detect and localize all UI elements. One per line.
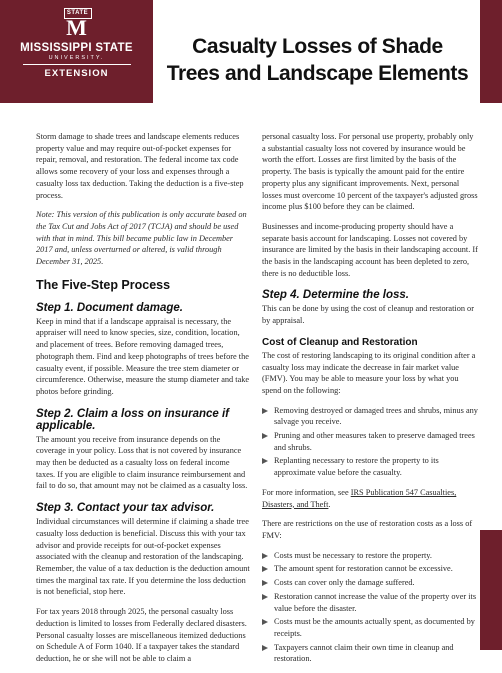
right-column — [262, 131, 478, 673]
list-item: Costs can cover only the damage suffered. — [262, 577, 478, 589]
title-line-2: Trees and Landscape Elements — [166, 62, 469, 85]
side-accent-bar — [480, 530, 502, 650]
intro-paragraph: Storm damage to shade trees and landscape elements reduces property value and may require out-of-pocket expenses for repair, removal, and restoration. The federal income tax code allows some recovery of your loss and expenses through a casualty loss tax deduction. Taking the deduction is a five-step process. — [36, 132, 244, 200]
university-logo-icon — [57, 8, 97, 38]
list-item: Removing destroyed or damaged trees and shrubs, minus any salvage you receive. — [262, 405, 478, 428]
title-line-1: Casualty Losses of Shade — [192, 35, 443, 58]
step3-text: Individual circumstances will determine if claiming a shade tree casualty loss deduction is beneficial. Discuss this with your tax advisor and provide receipts for out-of-pocket expenses associated with the cleanup and restoration of the landscaping. Remember, the value of a tax deduction is the deduction amount times the marginal tax rate. If you determine the loss deduction is not beneficial, stop here. — [36, 517, 250, 597]
business-paragraph: Businesses and income-producing property should have a separate basis account for landscaping. Losses not covered by insurance are limited by the basis in their landscaping account. If the basis in the landscaping account has been depleted to zero, there is no deductible loss. — [262, 221, 478, 278]
irs-publication-link[interactable]: IRS Publication 547 Casualties, Disasters, and Theft — [262, 487, 457, 509]
more-info-prefix: For more information, see — [262, 487, 351, 497]
page-title — [160, 33, 475, 87]
logo-divider — [23, 64, 131, 65]
restrictions-list — [262, 550, 478, 665]
step3-heading: Step 3. Contact your tax advisor. — [36, 502, 215, 515]
restrictions-text: There are restrictions on the use of restoration costs as a loss of FMV: — [262, 519, 473, 540]
list-item: Restoration cannot increase the value of the property over its value before the disaster. — [262, 591, 478, 614]
list-item: Taxpayers cannot claim their own time in cleanup and restoration. — [262, 642, 478, 665]
list-item: Replanting necessary to restore the property to its approximate value before the casualty. — [262, 455, 478, 478]
step3-text-continued: For tax years 2018 through 2025, the personal casualty loss deduction is limited to losses from Federally declared disasters. Personal casualty losses are miscellaneous itemized deductions on Schedule A of Form 1040. If a taxpayer takes the standard deduction, he or she will not be able to claim a — [36, 607, 247, 663]
list-item: The amount spent for restoration cannot be excessive. — [262, 563, 478, 575]
continued-paragraph: personal casualty loss. For personal use property, probably only a substantial casualty loss not covered by insurance would be worth the effort. Losses are first limited by the basis of the property. The basis is typically the amount paid for the entire property plus any significant improvements. Next, personal losses must overcome 10 percent of the taxpayer's adjusted gross income plus $100 before they can be claimed. — [262, 132, 478, 212]
step2-text: The amount you receive from insurance depends on the coverage in your policy. Loss that is not covered by insurance may then be deducted as a casualty loss on federal income taxes. If you are eligible to claim insurance reimbursement and fail to do so, that amount may not be claimed as a casualty loss. — [36, 434, 248, 491]
more-info-paragraph — [262, 487, 478, 510]
extension-logo-block — [0, 0, 153, 103]
header-accent-bar — [480, 0, 502, 103]
cleanup-list — [262, 405, 478, 479]
step1-heading: Step 1. Document damage. — [36, 301, 183, 314]
list-item: Pruning and other measures taken to preserve damaged trees and shrubs. — [262, 430, 478, 453]
cleanup-heading: Cost of Cleanup and Restoration — [262, 336, 418, 348]
logo-university-name: MISSISSIPPI STATE — [20, 42, 133, 54]
more-info-suffix: . — [328, 499, 331, 509]
left-column — [36, 131, 250, 673]
logo-extension-label: EXTENSION — [44, 68, 109, 79]
step1-text: Keep in mind that if a landscape appraisal is necessary, the appraiser will need to know species, size, condition, location, and placement of trees. Before removing damaged trees, photograph them. Find and keep photographs of trees before the casualty event, if possible. Measure the tree stem diameter or circumference. Otherwise, measure the stump diameter and take photos before grinding. — [36, 316, 250, 396]
logo-letter: M — [66, 15, 87, 40]
logo-university-sub: UNIVERSITY. — [48, 55, 105, 61]
list-item: Costs must be necessary to restore the property. — [262, 550, 478, 562]
list-item: Costs must be the amounts actually spent, as documented by receipts. — [262, 616, 478, 639]
logo-state-badge: STATE — [64, 8, 92, 19]
step4-text: This can be done by using the cost of cleanup and restoration or by appraisal. — [262, 304, 474, 326]
step4-heading: Step 4. Determine the loss. — [262, 289, 409, 302]
step2-heading: Step 2. Claim a loss on insurance if applicable. — [36, 407, 230, 432]
note-paragraph: Note: This version of this publication is only accurate based on the Tax Cut and Jobs Act of 2017 (TCJA) and should be used with that in mind. This bill became public law in December 2017 and, unless overturned or altered, is valid through December 31, 2025. — [36, 210, 247, 267]
cleanup-text: The cost of restoring landscaping to its original condition after a casualty loss may indicate the decrease in fair market value (FMV). You may be able to measure your loss by what you spend on the following: — [262, 350, 476, 395]
section-title: The Five-Step Process — [36, 277, 171, 292]
